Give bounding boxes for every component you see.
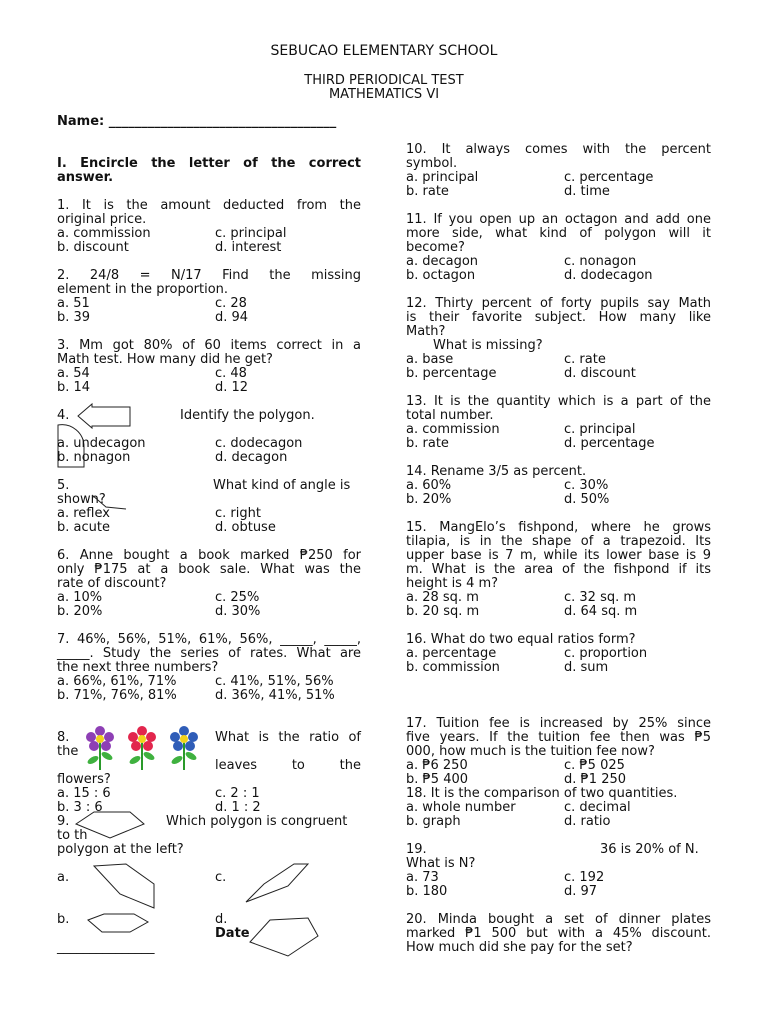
q18-stem: 18. It is the comparison of two quantities.	[406, 786, 678, 801]
q11-stem-cont: more side, what kind of polygon will it	[406, 226, 711, 241]
q4-choice-c[interactable]: c. dodecagon	[215, 436, 303, 451]
q17-choice-d[interactable]: d. ₱1 250	[564, 772, 627, 787]
q4-choice-b[interactable]: b. nonagon	[57, 450, 131, 465]
q3-stem-cont: Math test. How many did he get?	[57, 352, 273, 367]
q11-choice-b[interactable]: b. octagon	[406, 268, 476, 283]
q18-choice-b[interactable]: b. graph	[406, 814, 461, 829]
q18-choice-d[interactable]: d. ratio	[564, 814, 611, 829]
date-label: Date	[215, 926, 250, 941]
q5-stem: What kind of angle is	[213, 478, 351, 493]
q7-stem: 7. 46%, 56%, 51%, 61%, 56%, _____, _____,	[57, 632, 361, 647]
arrow-polygon-figure	[78, 402, 132, 430]
q2-choice-b[interactable]: b. 39	[57, 310, 91, 325]
q3-choice-d[interactable]: d. 12	[215, 380, 249, 395]
q6-choice-c[interactable]: c. 25%	[215, 590, 260, 605]
blank-line[interactable]: _______________	[57, 940, 155, 955]
q10-choice-a[interactable]: a. principal	[406, 170, 479, 185]
q12-choice-d[interactable]: d. discount	[564, 366, 636, 381]
q5-choice-b[interactable]: b. acute	[57, 520, 110, 535]
q19-stem: 36 is 20% of N.	[600, 842, 699, 857]
q10-stem: 10. It always comes with the percent	[406, 142, 711, 157]
q6-choice-d[interactable]: d. 30%	[215, 604, 261, 619]
q14-choice-c[interactable]: c. 30%	[564, 478, 609, 493]
q12-prompt: What is missing?	[433, 338, 543, 353]
q9-choice-c[interactable]: c.	[215, 870, 227, 885]
q13-choice-a[interactable]: a. commission	[406, 422, 500, 437]
q12-choice-b[interactable]: b. percentage	[406, 366, 497, 381]
q16-choice-c[interactable]: c. proportion	[564, 646, 648, 661]
q1-choice-d[interactable]: d. interest	[215, 240, 282, 255]
q9-choice-a[interactable]: a.	[57, 870, 70, 885]
q4-choice-d[interactable]: d. decagon	[215, 450, 288, 465]
q1-stem: 1. It is the amount deducted from the	[57, 198, 361, 213]
q20-stem: 20. Minda bought a set of dinner plates	[406, 912, 711, 927]
q3-choice-a[interactable]: a. 54	[57, 366, 90, 381]
q16-choice-b[interactable]: b. commission	[406, 660, 500, 675]
q17-choice-c[interactable]: c. ₱5 025	[564, 758, 625, 773]
flower-red-icon	[128, 726, 156, 770]
section-title: I. Encircle the letter of the correct	[57, 156, 361, 171]
q17-choice-a[interactable]: a. ₱6 250	[406, 758, 468, 773]
q15-stem-cont3: m. What is the area of the fishpond if its	[406, 562, 711, 577]
q12-stem: 12. Thirty percent of forty pupils say Math	[406, 296, 711, 311]
choice-d-polygon-figure	[248, 916, 320, 958]
choice-b-polygon-figure	[86, 912, 150, 934]
q1-choice-b[interactable]: b. discount	[57, 240, 129, 255]
q17-stem-cont: five years. If the tuition fee then was ₱5	[406, 730, 711, 745]
q15-choice-d[interactable]: d. 64 sq. m	[564, 604, 638, 619]
q9-choice-b[interactable]: b.	[57, 912, 70, 927]
q16-stem: 16. What do two equal ratios form?	[406, 632, 636, 647]
q8-choice-b[interactable]: b. 3 : 6	[57, 800, 103, 815]
q15-stem-cont4: height is 4 m?	[406, 576, 499, 591]
q14-choice-b[interactable]: b. 20%	[406, 492, 452, 507]
q12-stem-cont2: Math?	[406, 324, 446, 339]
q13-choice-c[interactable]: c. principal	[564, 422, 636, 437]
q8-choice-a[interactable]: a. 15 : 6	[57, 786, 111, 801]
q17-choice-b[interactable]: b. ₱5 400	[406, 772, 469, 787]
q4-number: 4.	[57, 408, 70, 423]
q2-stem: 2. 24/8 = N/17 Find the missing	[57, 268, 361, 283]
q6-choice-a[interactable]: a. 10%	[57, 590, 103, 605]
q18-choice-c[interactable]: c. decimal	[564, 800, 631, 815]
q12-choice-c[interactable]: c. rate	[564, 352, 606, 367]
q3-choice-b[interactable]: b. 14	[57, 380, 91, 395]
q10-choice-d[interactable]: d. time	[564, 184, 610, 199]
q6-stem-cont2: rate of discount?	[57, 576, 167, 591]
q19-number: 19.	[406, 842, 427, 857]
q2-choice-d[interactable]: d. 94	[215, 310, 249, 325]
q19-choice-b[interactable]: b. 180	[406, 884, 448, 899]
q5-choice-d[interactable]: d. obtuse	[215, 520, 276, 535]
q7-choice-b[interactable]: b. 71%, 76%, 81%	[57, 688, 177, 703]
q7-choice-d[interactable]: d. 36%, 41%, 51%	[215, 688, 335, 703]
name-field[interactable]: Name: ___________________________________	[57, 114, 337, 129]
q9-stem-fragment: to th	[57, 828, 88, 843]
q10-choice-c[interactable]: c. percentage	[564, 170, 654, 185]
q2-choice-c[interactable]: c. 28	[215, 296, 247, 311]
q13-choice-d[interactable]: d. percentage	[564, 436, 655, 451]
q8-choice-c[interactable]: c. 2 : 1	[215, 786, 260, 801]
q9-stem-cont: polygon at the left?	[57, 842, 184, 857]
q19-choice-d[interactable]: d. 97	[564, 884, 598, 899]
q10-choice-b[interactable]: b. rate	[406, 184, 449, 199]
q13-stem: 13. It is the quantity which is a part of the	[406, 394, 711, 409]
flower-blue-icon	[170, 726, 198, 770]
q2-stem-cont: element in the proportion.	[57, 282, 229, 297]
q15-choice-c[interactable]: c. 32 sq. m	[564, 590, 637, 605]
q8-stem: What is the ratio of	[215, 730, 361, 745]
q7-stem-cont: _____. Study the series of rates. What are	[57, 646, 361, 661]
q9-number: 9.	[57, 814, 70, 829]
q7-choice-c[interactable]: c. 41%, 51%, 56%	[215, 674, 334, 689]
q6-stem-cont: only ₱175 at a book sale. What was the	[57, 562, 361, 577]
q7-stem-cont2: the next three numbers?	[57, 660, 219, 675]
q18-choice-a[interactable]: a. whole number	[406, 800, 516, 815]
q15-choice-b[interactable]: b. 20 sq. m	[406, 604, 480, 619]
q9-choice-d[interactable]: d.	[215, 912, 228, 927]
q11-stem: 11. If you open up an octagon and add one	[406, 212, 711, 227]
q16-choice-a[interactable]: a. percentage	[406, 646, 497, 661]
q8-stem-cont2: flowers?	[57, 772, 111, 787]
q1-choice-a[interactable]: a. commission	[57, 226, 151, 241]
reference-pentagon-figure	[74, 810, 146, 840]
q6-choice-b[interactable]: b. 20%	[57, 604, 103, 619]
q2-choice-a[interactable]: a. 51	[57, 296, 90, 311]
q6-stem: 6. Anne bought a book marked ₱250 for	[57, 548, 361, 563]
q8-stem-cont: leaves to the	[215, 758, 361, 773]
q5-choice-a[interactable]: a. reflex	[57, 506, 110, 521]
q7-choice-a[interactable]: a. 66%, 61%, 71%	[57, 674, 177, 689]
choice-a-polygon-figure	[92, 862, 156, 910]
q15-choice-a[interactable]: a. 28 sq. m	[406, 590, 479, 605]
choice-c-polygon-figure	[244, 862, 310, 904]
school-name: SEBUCAO ELEMENTARY SCHOOL	[270, 43, 498, 59]
q11-choice-c[interactable]: c. nonagon	[564, 254, 637, 269]
q17-stem: 17. Tuition fee is increased by 25% since	[406, 716, 711, 731]
q15-stem-cont2: upper base is 7 m, while its lower base is 9	[406, 548, 711, 563]
q14-choice-d[interactable]: d. 50%	[564, 492, 610, 507]
q11-choice-d[interactable]: d. dodecagon	[564, 268, 653, 283]
q4-stem: Identify the polygon.	[180, 408, 315, 423]
q8-number: 8.	[57, 730, 70, 745]
subject-title: MATHEMATICS VI	[328, 87, 440, 102]
test-title: THIRD PERIODICAL TEST	[304, 73, 464, 88]
q14-choice-a[interactable]: a. 60%	[406, 478, 452, 493]
flower-purple-icon	[86, 726, 114, 770]
q14-stem: 14. Rename 3/5 as percent.	[406, 464, 587, 479]
q1-stem-cont: original price.	[57, 212, 147, 227]
q19-choice-a[interactable]: a. 73	[406, 870, 439, 885]
q4-choice-a[interactable]: a. undecagon	[57, 436, 146, 451]
q16-choice-d[interactable]: d. sum	[564, 660, 609, 675]
q9-stem: Which polygon is congruent	[166, 814, 348, 829]
q15-stem: 15. MangElo’s fishpond, where he grows	[406, 520, 711, 535]
q20-stem-cont2: How much did she pay for the set?	[406, 940, 633, 955]
q17-stem-cont2: 000, how much is the tuition fee now?	[406, 744, 655, 759]
q1-choice-c[interactable]: c. principal	[215, 226, 287, 241]
q5-number: 5.	[57, 478, 70, 493]
q11-choice-a[interactable]: a. decagon	[406, 254, 479, 269]
q13-stem-cont: total number.	[406, 408, 494, 423]
q13-choice-b[interactable]: b. rate	[406, 436, 449, 451]
section-title-cont: answer.	[57, 170, 114, 185]
q3-choice-c[interactable]: c. 48	[215, 366, 247, 381]
q11-stem-cont2: become?	[406, 240, 465, 255]
q10-stem-cont: symbol.	[406, 156, 458, 171]
q12-choice-a[interactable]: a. base	[406, 352, 454, 367]
q5-stem-cont: shown?	[57, 492, 106, 507]
q8-the: the	[57, 744, 79, 759]
q20-stem-cont: marked ₱1 500 but with a 45% discount.	[406, 926, 711, 941]
q5-choice-c[interactable]: c. right	[215, 506, 261, 521]
q12-stem-cont: is their favorite subject. How many like	[406, 310, 711, 325]
q8-choice-d[interactable]: d. 1 : 2	[215, 800, 261, 815]
q19-stem-cont: What is N?	[406, 856, 476, 871]
q3-stem: 3. Mm got 80% of 60 items correct in a	[57, 338, 361, 353]
flowers-figure	[80, 722, 210, 772]
q19-choice-c[interactable]: c. 192	[564, 870, 605, 885]
q15-stem-cont: tilapia, is in the shape of a trapezoid. Its	[406, 534, 711, 549]
